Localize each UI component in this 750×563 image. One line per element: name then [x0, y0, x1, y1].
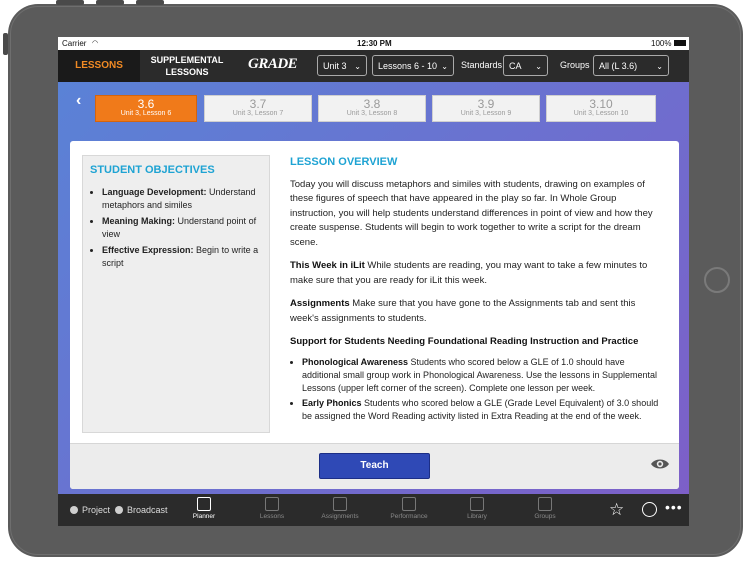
student-objectives-panel [82, 155, 270, 433]
lesson-tab-subtitle: Unit 3, Lesson 6 [120, 110, 172, 117]
tablet-side-button [3, 33, 8, 55]
broadcast-label: Broadcast [127, 505, 168, 515]
nav-groups-label: Groups [534, 513, 556, 520]
lessons-icon [265, 497, 279, 511]
library-icon [470, 497, 484, 511]
support-item [302, 356, 660, 395]
top-navigation [58, 50, 689, 82]
chevron-down-icon: ⌄ [441, 62, 448, 71]
lesson-tab-subtitle: Unit 3, Lesson 10 [573, 110, 629, 117]
nav-library[interactable] [447, 497, 507, 520]
nav-lessons-label: Lessons [259, 513, 285, 520]
home-button[interactable] [704, 267, 730, 293]
overview-title: LESSON OVERVIEW [290, 156, 398, 168]
more-options-icon[interactable]: ••• [665, 499, 683, 515]
battery-percent: 100% [651, 39, 672, 48]
unit-select-value: Unit 3 [323, 61, 347, 71]
objective-label: Effective Expression: [102, 245, 194, 255]
objective-label: Language Development: [102, 187, 207, 197]
lesson-tab-3-8[interactable] [318, 95, 426, 122]
carrier-label: Carrier [62, 39, 87, 48]
back-arrow-icon[interactable]: ‹ [76, 92, 82, 109]
standards-value: CA [509, 61, 522, 71]
chevron-down-icon: ⌄ [656, 62, 663, 71]
lesson-tab-number: 3.10 [589, 97, 613, 111]
this-week-heading: This Week in iLit [290, 260, 365, 271]
nav-lessons[interactable] [242, 497, 302, 520]
planner-icon [197, 497, 211, 511]
nav-assignments[interactable] [310, 497, 370, 520]
lessons-range-value: Lessons 6 - 10 [378, 61, 438, 71]
battery-icon [674, 40, 686, 46]
star-icon[interactable]: ☆ [609, 500, 625, 519]
support-heading-text: Support for Students Needing Foundational Reading Instruction and Practice [290, 336, 639, 347]
objective-item [102, 215, 274, 241]
groups-label: Groups [560, 60, 590, 70]
lesson-tab-3-7[interactable] [204, 95, 312, 122]
lesson-tab-subtitle: Unit 3, Lesson 9 [460, 110, 512, 117]
tablet-top-button [136, 0, 164, 5]
groups-value: All (L 3.6) [599, 61, 638, 71]
radio-icon [70, 506, 78, 514]
lesson-tab-3-10[interactable] [546, 95, 656, 122]
lessons-range-select[interactable] [372, 55, 454, 76]
groups-icon [538, 497, 552, 511]
app-screen [58, 37, 689, 526]
objective-label: Meaning Making: [102, 216, 176, 226]
standards-label: Standards [461, 60, 503, 70]
objectives-list [90, 186, 274, 273]
support-heading [290, 335, 660, 350]
support-item [302, 397, 660, 423]
objectives-title: STUDENT OBJECTIVES [90, 164, 215, 176]
objective-text: Understand point of view [102, 216, 257, 239]
lesson-tab-subtitle: Unit 3, Lesson 8 [346, 110, 398, 117]
chevron-down-icon: ⌄ [354, 62, 361, 71]
tablet-top-button [96, 0, 124, 5]
objective-item [102, 186, 274, 212]
radio-icon [115, 506, 123, 514]
standards-select[interactable] [503, 55, 548, 76]
this-week-paragraph [290, 259, 660, 288]
support-list [290, 356, 660, 423]
support-item-label: Early Phonics [302, 397, 362, 408]
assignments-icon [333, 497, 347, 511]
tab-lessons[interactable]: LESSONS [58, 50, 140, 82]
performance-icon [402, 497, 416, 511]
nav-assignments-label: Assignments [321, 513, 359, 520]
lesson-card [70, 141, 679, 489]
project-label: Project [82, 505, 111, 515]
status-bar [58, 37, 689, 50]
support-item-text: Students who scored below a GLE (Grade Level Equivalent) of 3.0 should be assigned the Word Reading activity listed in Extra Reading at the end of the week. [302, 397, 659, 421]
lesson-tab-3-6[interactable] [95, 95, 197, 122]
tablet-top-button [56, 0, 84, 5]
lesson-tab-number: 3.8 [363, 97, 381, 111]
lesson-tab-number: 3.6 [137, 97, 155, 111]
assignments-paragraph [290, 297, 660, 326]
card-footer [70, 443, 679, 489]
lesson-tab-subtitle: Unit 3, Lesson 7 [232, 110, 284, 117]
profile-icon[interactable] [642, 502, 657, 517]
project-toggle[interactable] [70, 505, 110, 515]
groups-select[interactable] [593, 55, 669, 76]
objective-text: Understand metaphors and similes [102, 187, 256, 210]
nav-performance-label: Performance [390, 513, 428, 520]
support-item-label: Phonological Awareness [302, 356, 409, 367]
bottom-toolbar [58, 494, 689, 526]
broadcast-toggle[interactable] [115, 505, 168, 515]
this-week-text: While students are reading, you may want to take a few minutes to make sure that you are ready for iLit this week. [290, 260, 648, 286]
lesson-tab-number: 3.9 [477, 97, 495, 111]
overview-intro: Today you will discuss metaphors and similes with students, drawing on examples of these figures of speech that have appeared in the play so far. In Whole Group instruction, you will help students understand differences in point of view and how they create suspense. Students will begin to work together to write a script for the dream scene. [290, 178, 653, 248]
lesson-content-area [58, 82, 689, 494]
assignments-text: Make sure that you have gone to the Assignments tab and sent this week's assignments to students. [290, 298, 636, 324]
support-item-text: Students who scored below a GLE of 1.0 should have additional small group work in Phonological Awareness. Use the lessons in Supplemental Lessons (upper left corner of the screen). Complete one lesson per week. [302, 356, 658, 393]
grade-logo: GRADE [248, 56, 298, 72]
nav-library-label: Library [467, 513, 487, 520]
eye-icon[interactable] [650, 457, 670, 471]
nav-performance[interactable] [379, 497, 439, 520]
objective-text: Begin to write a script [102, 245, 259, 268]
unit-select[interactable] [317, 55, 367, 76]
lesson-tab-number: 3.7 [249, 97, 267, 111]
teach-button[interactable]: Teach [319, 453, 430, 479]
wifi-icon: ◠ [92, 40, 99, 47]
assignments-heading: Assignments [290, 298, 350, 309]
tab-supplemental-lessons[interactable]: SUPPLEMENTAL LESSONS [150, 55, 224, 77]
chevron-down-icon: ⌄ [535, 62, 542, 71]
lesson-overview[interactable] [290, 155, 660, 445]
lesson-tab-3-9[interactable] [432, 95, 540, 122]
clock: 12:30 PM [357, 39, 392, 48]
nav-planner-label: Planner [192, 513, 216, 520]
nav-groups[interactable] [515, 497, 575, 520]
nav-planner[interactable] [174, 497, 234, 520]
objective-item [102, 244, 274, 270]
